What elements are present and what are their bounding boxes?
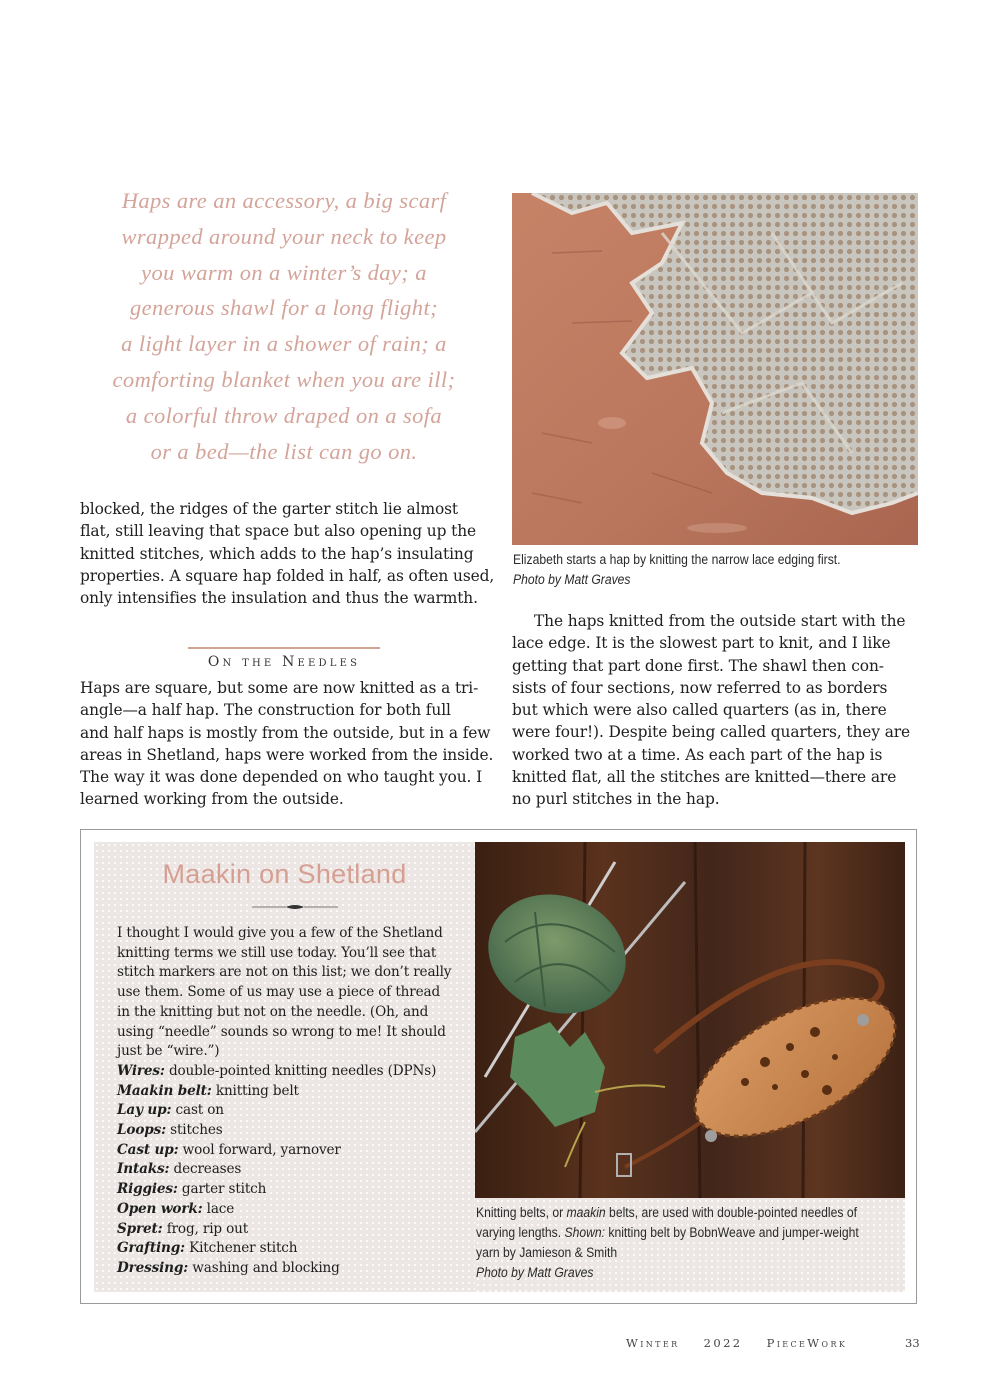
page-footer bbox=[626, 1336, 865, 1350]
text-line: lace edge. It is the slowest part to knit, and I like bbox=[512, 634, 891, 653]
term-name: Maakin belt: bbox=[117, 1082, 212, 1099]
page-number: 33 bbox=[905, 1336, 920, 1350]
term-definition: cast on bbox=[171, 1102, 224, 1119]
term-name: Open work: bbox=[117, 1200, 203, 1217]
caption-text: varying lengths. bbox=[476, 1225, 565, 1240]
term-definition: stitches bbox=[165, 1122, 223, 1139]
text-line: flat, still leaving that space but also opening up the bbox=[80, 522, 477, 541]
body-paragraph-blocked bbox=[80, 498, 495, 609]
term-definition: knitting belt bbox=[211, 1082, 299, 1099]
lace-photo-caption bbox=[513, 550, 909, 590]
footer-magazine: PieceWork bbox=[766, 1336, 848, 1350]
text-line: properties. A square hap folded in half, as often used, bbox=[80, 566, 495, 585]
text-line: I thought I would give you a few of the Shetland bbox=[117, 925, 443, 941]
footer-season: Winter bbox=[626, 1336, 680, 1350]
belt-photo-caption bbox=[476, 1203, 899, 1283]
pull-quote-line: generous shawl for a long flight; bbox=[130, 295, 438, 321]
text-line: Haps are square, but some are now knitted as a tri- bbox=[80, 679, 479, 697]
body-paragraph-outside-start bbox=[512, 610, 922, 811]
caption-text: yarn by Jamieson & Smith bbox=[476, 1245, 618, 1260]
caption-italic: Shown: bbox=[564, 1225, 606, 1240]
text-line: were four!). Despite being called quarters, they are bbox=[512, 723, 911, 742]
term-definition: Kitchener stitch bbox=[184, 1240, 298, 1257]
photo-credit: Photo by Matt Graves bbox=[476, 1265, 594, 1280]
body-paragraph-haps-square bbox=[80, 677, 494, 811]
glossary-term bbox=[117, 1220, 467, 1240]
pull-quote-line: a colorful throw draped on a sofa bbox=[125, 402, 443, 428]
term-definition: lace bbox=[202, 1200, 235, 1217]
caption-text: Elizabeth starts a hap by knitting the narrow lace edging first. bbox=[513, 552, 841, 567]
term-definition: decreases bbox=[169, 1161, 242, 1178]
term-name: Loops: bbox=[117, 1122, 166, 1139]
glossary-term bbox=[117, 1101, 467, 1121]
glossary-term bbox=[117, 1082, 467, 1102]
glossary-term bbox=[117, 1160, 467, 1180]
term-name: Dressing: bbox=[117, 1259, 189, 1276]
pull-quote-line: Haps are an accessory, a big scarf bbox=[121, 188, 447, 213]
term-definition: washing and blocking bbox=[188, 1259, 340, 1276]
pull-quote-line: wrapped around your neck to keep bbox=[121, 223, 447, 249]
photo-credit: Photo by Matt Graves bbox=[513, 572, 631, 587]
text-line: and half haps is mostly from the outside, but in a few bbox=[80, 723, 491, 742]
text-line: using “needle” sounds so wrong to me! It should bbox=[117, 1023, 446, 1040]
pull-quote-line: you warm on a winter’s day; a bbox=[141, 259, 427, 285]
term-definition: double-pointed knitting needles (DPNs) bbox=[164, 1062, 437, 1079]
ornament-divider bbox=[252, 903, 338, 911]
text-line: but which were also called quarters (as in, there bbox=[512, 701, 887, 720]
glossary-term bbox=[117, 1062, 467, 1082]
text-line: no purl stitches in the hap. bbox=[512, 790, 720, 809]
caption-text: belts, are used with double-pointed needles of bbox=[605, 1205, 857, 1220]
term-definition: wool forward, yarnover bbox=[178, 1141, 341, 1158]
term-definition: garter stitch bbox=[177, 1181, 267, 1198]
section-rule bbox=[188, 647, 380, 649]
text-line: only intensifies the insulation and thus the warmth. bbox=[80, 589, 478, 608]
term-name: Riggies: bbox=[117, 1181, 178, 1198]
text-line: knitted flat, all the stitches are knitted—there are bbox=[512, 768, 897, 787]
text-line: The way it was done depended on who taught you. I bbox=[80, 768, 483, 787]
sidebar-body bbox=[117, 924, 467, 1279]
caption-text: Knitting belts, or bbox=[476, 1205, 567, 1220]
caption-italic: maakin bbox=[566, 1205, 606, 1220]
text-line: in the knitting but not on the needle. (Oh, and bbox=[117, 1003, 429, 1020]
text-line: sists of four sections, now referred to as borders bbox=[512, 678, 888, 697]
text-line: areas in Shetland, haps were worked from the inside. bbox=[80, 745, 494, 764]
footer-year: 2022 bbox=[703, 1336, 743, 1350]
text-line: The haps knitted from the outside start with the bbox=[534, 612, 906, 630]
text-line: stitch markers are not on this list; we don’t really bbox=[117, 964, 452, 981]
text-line: angle—a half hap. The construction for both full bbox=[80, 701, 451, 720]
term-name: Spret: bbox=[117, 1220, 163, 1237]
glossary-term bbox=[117, 1141, 467, 1161]
text-line: blocked, the ridges of the garter stitch lie almost bbox=[80, 500, 458, 518]
glossary-term bbox=[117, 1180, 467, 1200]
text-line: learned working from the outside. bbox=[80, 790, 344, 809]
lace-illustration bbox=[512, 193, 918, 545]
text-line: getting that part done first. The shawl then con- bbox=[512, 656, 884, 675]
term-name: Intaks: bbox=[117, 1161, 170, 1178]
section-heading-on-the-needles: On the Needles bbox=[207, 654, 361, 670]
pull-quote-line: comforting blanket when you are ill; bbox=[112, 366, 456, 392]
text-line: knitting terms we still use today. You’ll see that bbox=[117, 944, 437, 961]
text-line: just be “wire.”) bbox=[117, 1043, 220, 1060]
glossary-term bbox=[117, 1200, 467, 1220]
term-name: Cast up: bbox=[117, 1141, 179, 1158]
text-line: knitted stitches, which adds to the hap’s insulating bbox=[80, 544, 474, 563]
term-name: Grafting: bbox=[117, 1240, 185, 1257]
caption-text: knitting belt by BobnWeave and jumper-weight bbox=[605, 1225, 859, 1240]
glossary-term bbox=[117, 1259, 467, 1279]
term-name: Wires: bbox=[117, 1062, 165, 1079]
term-definition: frog, rip out bbox=[162, 1220, 249, 1237]
sidebar-title: Maakin on Shetland bbox=[162, 859, 407, 889]
text-line: worked two at a time. As each part of the hap is bbox=[512, 745, 883, 764]
glossary-term bbox=[117, 1121, 467, 1141]
knitting-belt-photo bbox=[475, 842, 905, 1198]
text-line: use them. Some of us may use a piece of thread bbox=[117, 984, 441, 1001]
lace-hap-photo bbox=[512, 193, 918, 545]
term-name: Lay up: bbox=[117, 1102, 172, 1119]
pull-quote-line: or a bed—the list can go on. bbox=[150, 438, 418, 464]
pull-quote-line: a light layer in a shower of rain; a bbox=[121, 331, 447, 357]
knitting-belt-illustration bbox=[475, 842, 905, 1198]
pull-quote bbox=[80, 183, 488, 469]
glossary-term bbox=[117, 1239, 467, 1259]
